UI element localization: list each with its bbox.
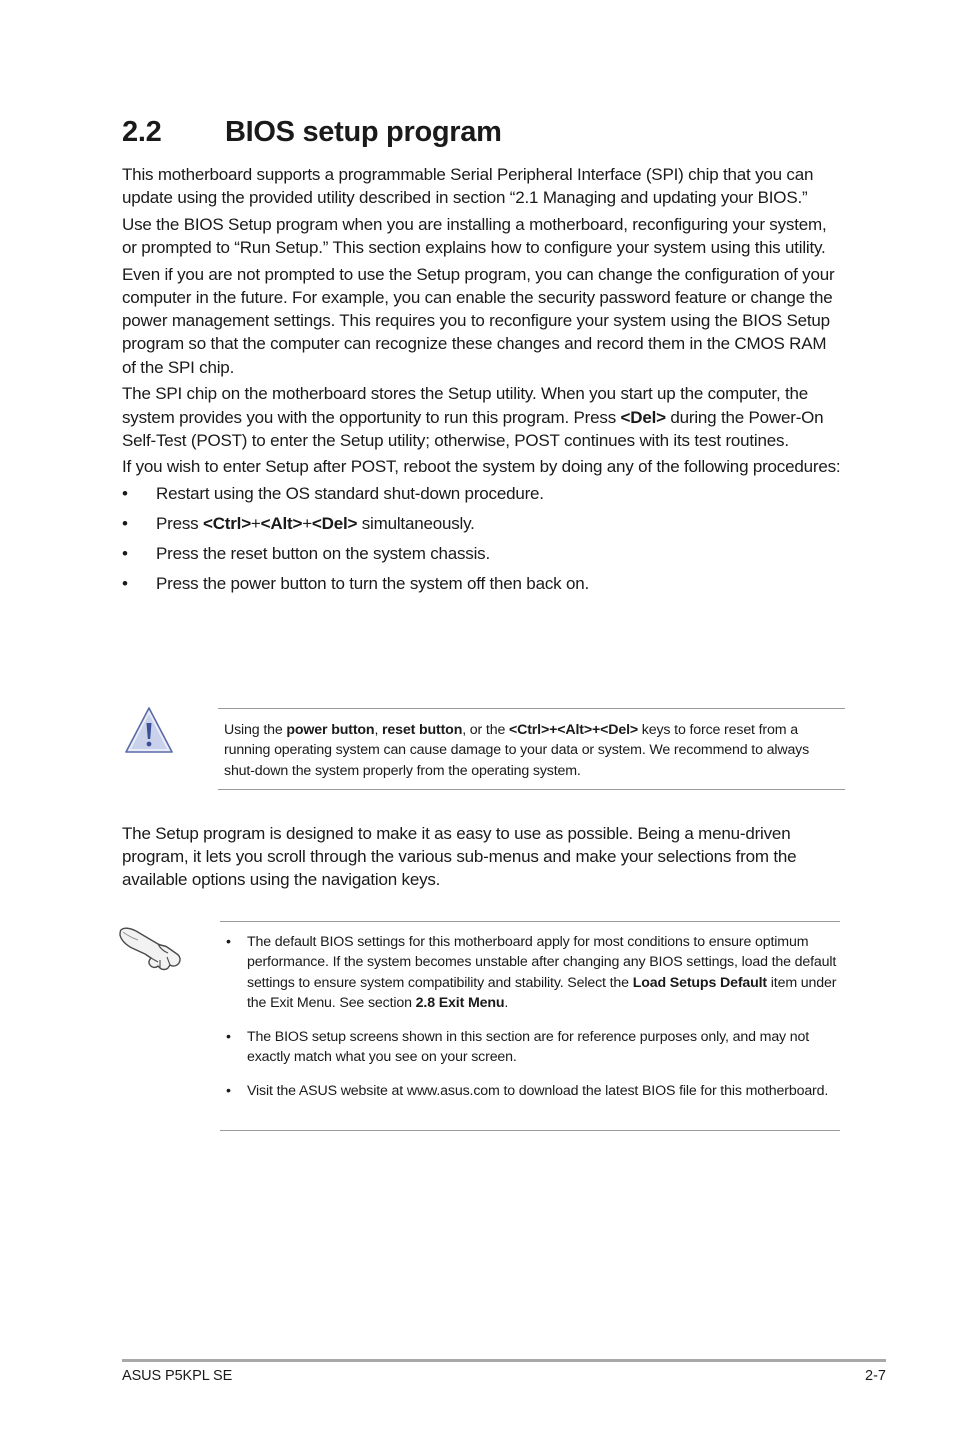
warning-triangle-icon [125, 705, 175, 755]
footer-page-number: 2-7 [865, 1368, 886, 1384]
del-key: <Del> [620, 407, 666, 427]
warning-text: Using the power button, reset button, or the <Ctrl>+<Alt>+<Del> keys to force reset from a running operating system can cause damage to your data or system. We recommend to always shut-down the system properly from the operating system. [224, 722, 810, 779]
section-heading [122, 116, 502, 149]
paragraph-menu-driven: The Setup program is designed to make it as easy to use as possible. Being a menu-driven program, it lets you scroll through the various sub-menus and make your selections from the available options using the navigation keys. [122, 824, 797, 890]
section-body [122, 163, 842, 602]
paragraph-spi-intro: This motherboard supports a programmable Serial Peripheral Interface (SPI) chip that you can update using the provided utility described in section “2.1 Managing and updating your BIOS.” [122, 165, 814, 208]
paragraph-when-to-use: Use the BIOS Setup program when you are installing a motherboard, reconfiguring your system, or prompted to “Run Setup.” This section explains how to configure your system using this utility. [122, 214, 827, 258]
paragraph-post: The SPI chip on the motherboard stores the Setup utility. When you start up the computer, the system provides you with the opportunity to run this program. Press <Del> during the Power-On Self-Test (POST) to enter the Setup utility; otherwise, POST continues with its test routines. [122, 384, 824, 450]
note-list [226, 932, 838, 1115]
footer-divider [122, 1359, 886, 1362]
paragraph-configuration: Even if you are not prompted to use the Setup program, you can change the configuration of your computer in the future. For example, you can enable the security password feature or change the power management settings. This requires you to reconfigure your system using the BIOS Setup program so that the computer can recognize these changes and record them in the CMOS RAM of the SPI chip. [122, 264, 835, 377]
warning-callout [218, 708, 845, 790]
list-item: • The BIOS setup screens shown in this section are for reference purposes only, and may not exactly match what you see on your screen. [226, 1028, 810, 1065]
list-item: • Visit the ASUS website at www.asus.com to download the latest BIOS file for this motherboard. [226, 1082, 829, 1099]
footer-product-name: ASUS P5KPL SE [122, 1368, 233, 1384]
list-item: • Press the reset button on the system chassis. [122, 544, 490, 564]
section-title: BIOS setup program [225, 116, 502, 148]
paragraph-reboot-intro: If you wish to enter Setup after POST, reboot the system by doing any of the following procedures: [122, 457, 841, 477]
list-item: • Press the power button to turn the system off then back on. [122, 574, 589, 594]
list-item: • Press <Ctrl>+<Alt>+<Del> simultaneously. [122, 514, 475, 534]
list-item: • The default BIOS settings for this motherboard apply for most conditions to ensure optimum performance. If the system becomes unstable after changing any BIOS settings, load the default settings to ensure system compatibility and stability. Select the Load Setups Default item under the Exit Menu. See section 2.8 Exit Menu. [226, 934, 837, 1011]
note-callout [220, 921, 840, 1131]
procedure-list [122, 482, 842, 595]
section-number: 2.2 [122, 116, 162, 148]
list-item: • Restart using the OS standard shut-down procedure. [122, 484, 544, 504]
hand-pointer-icon [118, 920, 184, 972]
